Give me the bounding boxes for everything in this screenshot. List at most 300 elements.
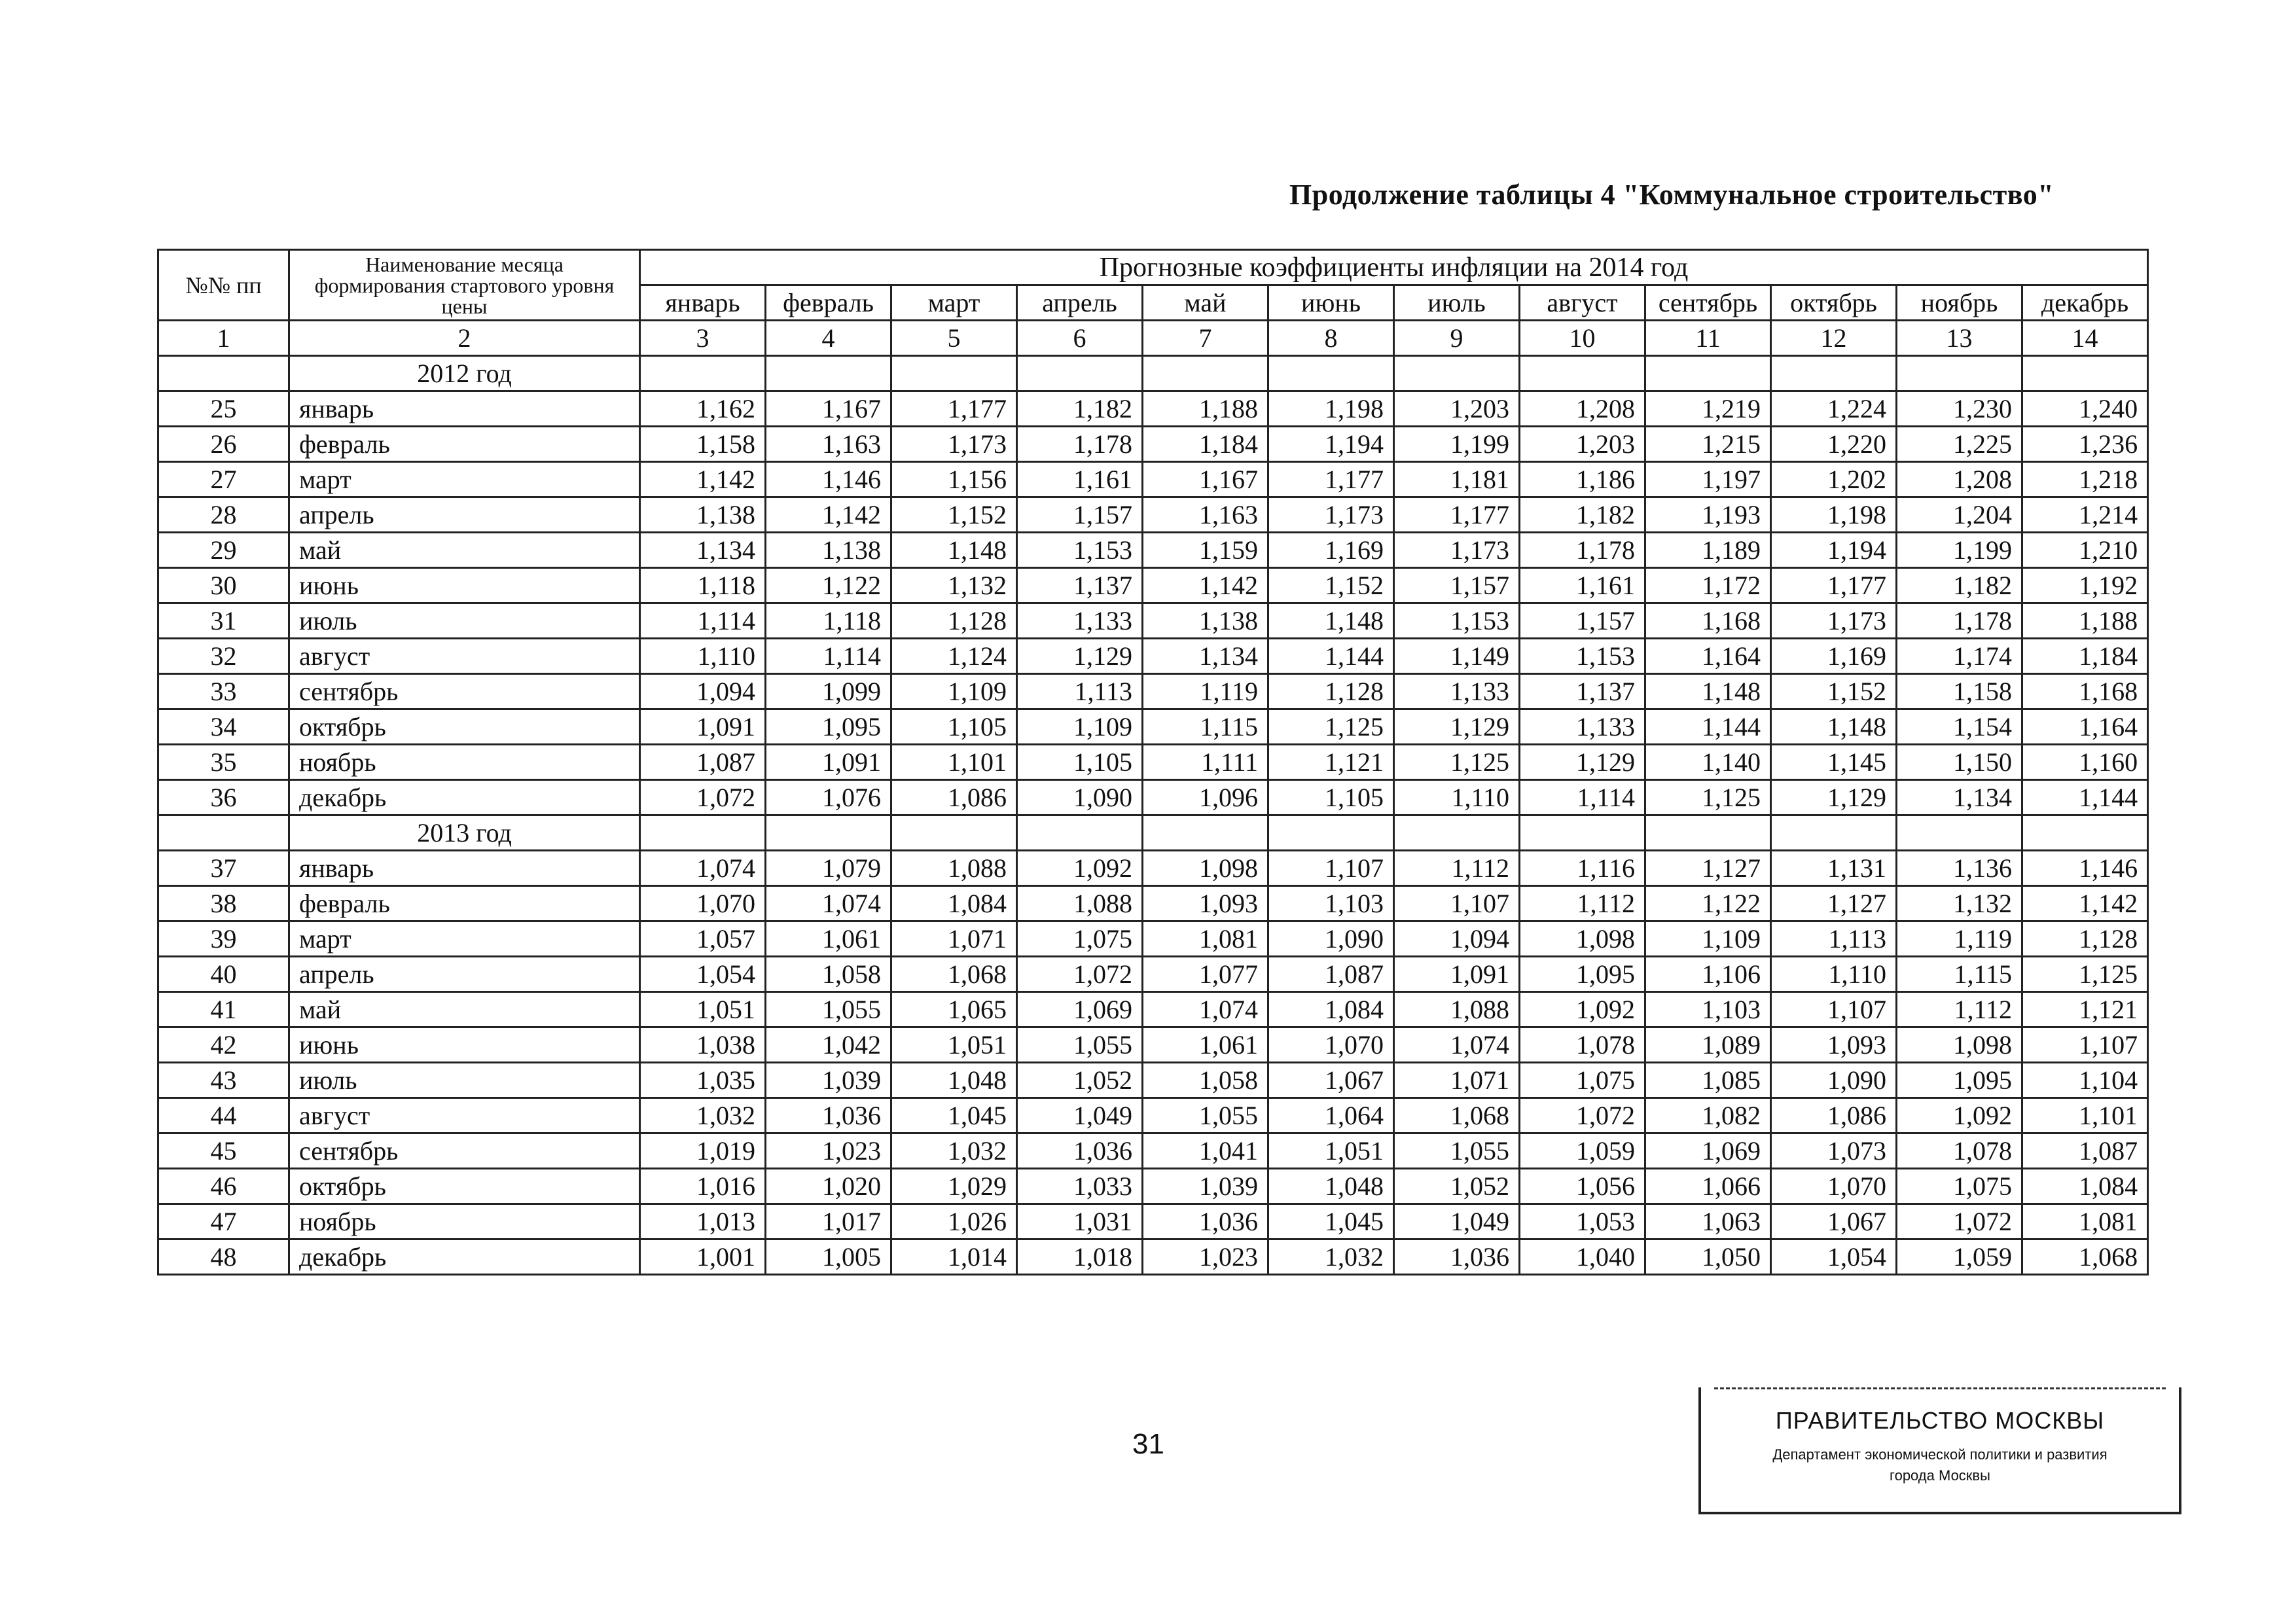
coefficient-value: 1,087	[640, 745, 766, 780]
stamp-line-1: ПРАВИТЕЛЬСТВО МОСКВЫ	[1775, 1407, 2105, 1434]
coefficient-value: 1,088	[1394, 992, 1520, 1027]
coefficient-value: 1,036	[1017, 1133, 1143, 1169]
coefficient-value: 1,236	[2022, 427, 2148, 462]
coefficient-value: 1,127	[1645, 851, 1771, 886]
coefficient-value: 1,122	[766, 568, 891, 603]
header-month-10: октябрь	[1771, 285, 1897, 321]
coefficient-value: 1,203	[1394, 391, 1520, 427]
coefficient-value: 1,161	[1017, 462, 1143, 497]
coefficient-value: 1,081	[1143, 921, 1268, 957]
coefficient-value: 1,178	[1520, 533, 1645, 568]
coefficient-value: 1,071	[891, 921, 1017, 957]
coefficient-value: 1,134	[1143, 639, 1268, 674]
coefficient-value: 1,167	[766, 391, 891, 427]
table-row	[158, 1169, 2148, 1204]
row-number: 42	[158, 1027, 289, 1063]
coefficient-value: 1,067	[1268, 1063, 1394, 1098]
row-number: 27	[158, 462, 289, 497]
coefficient-value: 1,163	[766, 427, 891, 462]
coefficient-value: 1,092	[1520, 992, 1645, 1027]
table-row	[158, 1027, 2148, 1063]
empty-cell	[766, 356, 891, 391]
coefficient-value: 1,089	[1645, 1027, 1771, 1063]
coefficient-value: 1,140	[1645, 745, 1771, 780]
coefficient-value: 1,148	[1645, 674, 1771, 709]
column-number-cell: 2	[289, 321, 640, 356]
coefficient-value: 1,184	[1143, 427, 1268, 462]
coefficient-value: 1,072	[640, 780, 766, 815]
coefficient-value: 1,072	[1017, 957, 1143, 992]
coefficient-value: 1,132	[891, 568, 1017, 603]
coefficient-value: 1,068	[2022, 1240, 2148, 1275]
coefficient-value: 1,033	[1017, 1169, 1143, 1204]
coefficient-value: 1,090	[1017, 780, 1143, 815]
row-month-name: декабрь	[289, 780, 640, 815]
coefficient-value: 1,137	[1520, 674, 1645, 709]
coefficient-value: 1,121	[2022, 992, 2148, 1027]
coefficient-value: 1,112	[1394, 851, 1520, 886]
column-number-cell: 3	[640, 321, 766, 356]
row-month-name: сентябрь	[289, 1133, 640, 1169]
year-label: 2013 год	[289, 815, 640, 851]
coefficient-value: 1,164	[1645, 639, 1771, 674]
table-row	[158, 1240, 2148, 1275]
header-month-1: январь	[640, 285, 766, 321]
coefficient-value: 1,098	[1143, 851, 1268, 886]
coefficient-value: 1,084	[2022, 1169, 2148, 1204]
coefficient-value: 1,152	[1268, 568, 1394, 603]
coefficient-value: 1,041	[1143, 1133, 1268, 1169]
coefficient-value: 1,148	[891, 533, 1017, 568]
coefficient-value: 1,119	[1897, 921, 2022, 957]
coefficient-value: 1,107	[1268, 851, 1394, 886]
coefficient-value: 1,125	[1394, 745, 1520, 780]
coefficient-value: 1,059	[1897, 1240, 2022, 1275]
row-month-name: январь	[289, 391, 640, 427]
row-month-name: май	[289, 992, 640, 1027]
coefficient-value: 1,036	[1143, 1204, 1268, 1240]
coefficient-value: 1,063	[1645, 1204, 1771, 1240]
column-number-cell: 14	[2022, 321, 2148, 356]
row-number: 48	[158, 1240, 289, 1275]
coefficient-value: 1,184	[2022, 639, 2148, 674]
page-title: Продолжение таблицы 4 "Коммунальное строительство"	[1289, 179, 2054, 211]
coefficient-value: 1,144	[2022, 780, 2148, 815]
table-row	[158, 851, 2148, 886]
coefficient-value: 1,084	[891, 886, 1017, 921]
coefficient-value: 1,078	[1897, 1133, 2022, 1169]
coefficient-value: 1,013	[640, 1204, 766, 1240]
coefficient-value: 1,167	[1143, 462, 1268, 497]
coefficient-value: 1,091	[766, 745, 891, 780]
coefficient-value: 1,005	[766, 1240, 891, 1275]
empty-cell	[1520, 815, 1645, 851]
coefficient-value: 1,105	[1017, 745, 1143, 780]
coefficient-value: 1,074	[1394, 1027, 1520, 1063]
coefficient-value: 1,036	[766, 1098, 891, 1133]
empty-cell	[1268, 356, 1394, 391]
column-number-cell: 9	[1394, 321, 1520, 356]
row-number: 29	[158, 533, 289, 568]
empty-cell	[2022, 815, 2148, 851]
coefficient-value: 1,052	[1394, 1169, 1520, 1204]
coefficient-value: 1,040	[1520, 1240, 1645, 1275]
coefficient-value: 1,019	[640, 1133, 766, 1169]
coefficient-value: 1,149	[1394, 639, 1520, 674]
coefficient-value: 1,103	[1645, 992, 1771, 1027]
row-month-name: март	[289, 921, 640, 957]
row-month-name: январь	[289, 851, 640, 886]
column-number-cell: 4	[766, 321, 891, 356]
coefficient-value: 1,122	[1645, 886, 1771, 921]
coefficient-value: 1,181	[1394, 462, 1520, 497]
row-number: 28	[158, 497, 289, 533]
row-number: 45	[158, 1133, 289, 1169]
coefficient-value: 1,031	[1017, 1204, 1143, 1240]
coefficient-value: 1,058	[1143, 1063, 1268, 1098]
coefficient-value: 1,198	[1771, 497, 1897, 533]
coefficient-value: 1,177	[1771, 568, 1897, 603]
row-month-name: июнь	[289, 568, 640, 603]
table-row	[158, 603, 2148, 639]
coefficient-value: 1,105	[1268, 780, 1394, 815]
coefficient-value: 1,105	[891, 709, 1017, 745]
coefficient-value: 1,112	[1897, 992, 2022, 1027]
coefficient-value: 1,074	[1143, 992, 1268, 1027]
row-number: 31	[158, 603, 289, 639]
coefficient-value: 1,055	[1143, 1098, 1268, 1133]
coefficient-value: 1,174	[1897, 639, 2022, 674]
coefficient-value: 1,029	[891, 1169, 1017, 1204]
header-number-column: №№ пп	[158, 250, 289, 321]
coefficient-value: 1,073	[1771, 1133, 1897, 1169]
coefficient-value: 1,057	[640, 921, 766, 957]
coefficient-value: 1,158	[1897, 674, 2022, 709]
coefficient-value: 1,197	[1645, 462, 1771, 497]
row-number: 41	[158, 992, 289, 1027]
coefficient-value: 1,110	[640, 639, 766, 674]
empty-cell	[1645, 356, 1771, 391]
table-row	[158, 957, 2148, 992]
coefficient-value: 1,150	[1897, 745, 2022, 780]
coefficient-value: 1,163	[1143, 497, 1268, 533]
coefficient-value: 1,152	[1771, 674, 1897, 709]
row-number: 33	[158, 674, 289, 709]
coefficient-value: 1,118	[640, 568, 766, 603]
row-month-name: ноябрь	[289, 745, 640, 780]
row-month-name: июль	[289, 603, 640, 639]
coefficient-value: 1,107	[2022, 1027, 2148, 1063]
coefficient-value: 1,192	[2022, 568, 2148, 603]
coefficient-value: 1,129	[1520, 745, 1645, 780]
header-month-7: июль	[1394, 285, 1520, 321]
coefficient-value: 1,142	[2022, 886, 2148, 921]
empty-cell	[1520, 356, 1645, 391]
year-label: 2012 год	[289, 356, 640, 391]
coefficient-value: 1,129	[1771, 780, 1897, 815]
coefficient-value: 1,134	[1897, 780, 2022, 815]
coefficient-value: 1,111	[1143, 745, 1268, 780]
coefficient-value: 1,018	[1017, 1240, 1143, 1275]
coefficient-value: 1,051	[640, 992, 766, 1027]
column-number-cell: 12	[1771, 321, 1897, 356]
coefficient-value: 1,107	[1394, 886, 1520, 921]
coefficient-value: 1,058	[766, 957, 891, 992]
coefficient-value: 1,074	[640, 851, 766, 886]
coefficient-value: 1,125	[1645, 780, 1771, 815]
coefficient-value: 1,109	[891, 674, 1017, 709]
column-number-cell: 1	[158, 321, 289, 356]
coefficient-value: 1,098	[1897, 1027, 2022, 1063]
coefficient-value: 1,092	[1897, 1098, 2022, 1133]
coefficient-value: 1,087	[1268, 957, 1394, 992]
row-number: 40	[158, 957, 289, 992]
row-number: 35	[158, 745, 289, 780]
coefficient-value: 1,032	[640, 1098, 766, 1133]
table-row	[158, 921, 2148, 957]
empty-cell	[1017, 815, 1143, 851]
empty-cell	[1394, 356, 1520, 391]
coefficient-value: 1,133	[1520, 709, 1645, 745]
coefficient-value: 1,109	[1645, 921, 1771, 957]
table-row	[158, 497, 2148, 533]
coefficient-value: 1,198	[1268, 391, 1394, 427]
header-month-9: сентябрь	[1645, 285, 1771, 321]
coefficient-value: 1,055	[766, 992, 891, 1027]
row-month-name: октябрь	[289, 709, 640, 745]
coefficient-value: 1,152	[891, 497, 1017, 533]
coefficient-value: 1,124	[891, 639, 1017, 674]
coefficient-value: 1,169	[1771, 639, 1897, 674]
empty-cell	[1897, 356, 2022, 391]
table-row	[158, 391, 2148, 427]
coefficient-value: 1,064	[1268, 1098, 1394, 1133]
header-month-5: май	[1143, 285, 1268, 321]
empty-cell	[1017, 356, 1143, 391]
stamp-dashed-border	[1714, 1387, 2166, 1389]
empty-cell	[1143, 815, 1268, 851]
coefficient-value: 1,014	[891, 1240, 1017, 1275]
coefficient-value: 1,204	[1897, 497, 2022, 533]
row-number: 26	[158, 427, 289, 462]
inflation-coefficients-table	[157, 249, 2149, 1275]
coefficient-value: 1,125	[2022, 957, 2148, 992]
coefficient-value: 1,035	[640, 1063, 766, 1098]
header-month-6: июнь	[1268, 285, 1394, 321]
coefficient-value: 1,032	[1268, 1240, 1394, 1275]
table-row	[158, 992, 2148, 1027]
coefficient-value: 1,091	[1394, 957, 1520, 992]
coefficient-value: 1,157	[1017, 497, 1143, 533]
coefficient-value: 1,113	[1771, 921, 1897, 957]
government-stamp	[1698, 1387, 2181, 1514]
coefficient-value: 1,160	[2022, 745, 2148, 780]
table-row	[158, 427, 2148, 462]
coefficient-value: 1,068	[891, 957, 1017, 992]
coefficient-value: 1,056	[1520, 1169, 1645, 1204]
coefficient-value: 1,054	[1771, 1240, 1897, 1275]
stamp-line-3: города Москвы	[1890, 1467, 1990, 1484]
table-row	[158, 780, 2148, 815]
coefficient-value: 1,114	[1520, 780, 1645, 815]
coefficient-value: 1,173	[1771, 603, 1897, 639]
coefficient-value: 1,224	[1771, 391, 1897, 427]
row-month-name: апрель	[289, 957, 640, 992]
coefficient-value: 1,048	[891, 1063, 1017, 1098]
coefficient-value: 1,088	[891, 851, 1017, 886]
coefficient-value: 1,153	[1394, 603, 1520, 639]
coefficient-value: 1,082	[1645, 1098, 1771, 1133]
coefficient-value: 1,017	[766, 1204, 891, 1240]
coefficient-value: 1,066	[1645, 1169, 1771, 1204]
row-number: 44	[158, 1098, 289, 1133]
row-month-name: июнь	[289, 1027, 640, 1063]
stamp-line-2: Департамент экономической политики и развития	[1772, 1446, 2108, 1463]
coefficient-value: 1,142	[766, 497, 891, 533]
coefficient-value: 1,091	[640, 709, 766, 745]
coefficient-value: 1,001	[640, 1240, 766, 1275]
coefficient-value: 1,116	[1520, 851, 1645, 886]
coefficient-value: 1,099	[766, 674, 891, 709]
coefficient-value: 1,059	[1520, 1133, 1645, 1169]
row-month-name: май	[289, 533, 640, 568]
coefficient-value: 1,153	[1017, 533, 1143, 568]
coefficient-value: 1,182	[1897, 568, 2022, 603]
coefficient-value: 1,177	[1268, 462, 1394, 497]
coefficient-value: 1,186	[1520, 462, 1645, 497]
header-month-12: декабрь	[2022, 285, 2148, 321]
coefficient-value: 1,023	[1143, 1240, 1268, 1275]
coefficient-value: 1,146	[766, 462, 891, 497]
coefficient-value: 1,103	[1268, 886, 1394, 921]
coefficient-value: 1,039	[1143, 1169, 1268, 1204]
empty-cell	[766, 815, 891, 851]
coefficient-value: 1,154	[1897, 709, 2022, 745]
coefficient-value: 1,202	[1771, 462, 1897, 497]
coefficient-value: 1,114	[640, 603, 766, 639]
coefficient-value: 1,146	[2022, 851, 2148, 886]
row-number: 34	[158, 709, 289, 745]
coefficient-value: 1,094	[640, 674, 766, 709]
table-row	[158, 568, 2148, 603]
coefficient-value: 1,230	[1897, 391, 2022, 427]
coefficient-value: 1,169	[1268, 533, 1394, 568]
coefficient-value: 1,138	[640, 497, 766, 533]
coefficient-value: 1,071	[1394, 1063, 1520, 1098]
coefficient-value: 1,138	[766, 533, 891, 568]
coefficient-value: 1,114	[766, 639, 891, 674]
coefficient-value: 1,215	[1645, 427, 1771, 462]
empty-cell	[640, 356, 766, 391]
empty-cell	[1771, 815, 1897, 851]
header-month-4: апрель	[1017, 285, 1143, 321]
coefficient-value: 1,049	[1017, 1098, 1143, 1133]
coefficient-value: 1,128	[891, 603, 1017, 639]
coefficient-value: 1,178	[1897, 603, 2022, 639]
coefficient-value: 1,020	[766, 1169, 891, 1204]
coefficient-value: 1,039	[766, 1063, 891, 1098]
coefficient-value: 1,112	[1520, 886, 1645, 921]
coefficient-value: 1,054	[640, 957, 766, 992]
coefficient-value: 1,148	[1268, 603, 1394, 639]
coefficient-value: 1,032	[891, 1133, 1017, 1169]
coefficient-value: 1,199	[1394, 427, 1520, 462]
empty-cell	[1268, 815, 1394, 851]
coefficient-value: 1,090	[1268, 921, 1394, 957]
coefficient-value: 1,072	[1897, 1204, 2022, 1240]
row-number: 32	[158, 639, 289, 674]
coefficient-value: 1,090	[1771, 1063, 1897, 1098]
empty-cell	[158, 356, 289, 391]
coefficient-value: 1,076	[766, 780, 891, 815]
coefficient-value: 1,199	[1897, 533, 2022, 568]
year-section-row	[158, 815, 2148, 851]
year-section-row	[158, 356, 2148, 391]
row-month-name: август	[289, 639, 640, 674]
coefficient-value: 1,164	[2022, 709, 2148, 745]
coefficient-value: 1,240	[2022, 391, 2148, 427]
coefficient-value: 1,148	[1771, 709, 1897, 745]
coefficient-value: 1,072	[1520, 1098, 1645, 1133]
coefficient-value: 1,075	[1017, 921, 1143, 957]
empty-cell	[1645, 815, 1771, 851]
coefficient-value: 1,129	[1017, 639, 1143, 674]
coefficient-value: 1,144	[1645, 709, 1771, 745]
row-month-name: март	[289, 462, 640, 497]
row-month-name: сентябрь	[289, 674, 640, 709]
table-row	[158, 1204, 2148, 1240]
empty-cell	[1394, 815, 1520, 851]
table-row	[158, 886, 2148, 921]
coefficient-value: 1,142	[640, 462, 766, 497]
row-number: 43	[158, 1063, 289, 1098]
empty-cell	[1897, 815, 2022, 851]
coefficient-value: 1,075	[1520, 1063, 1645, 1098]
coefficient-value: 1,055	[1394, 1133, 1520, 1169]
coefficient-value: 1,132	[1897, 886, 2022, 921]
row-number: 39	[158, 921, 289, 957]
row-number: 47	[158, 1204, 289, 1240]
coefficient-value: 1,036	[1394, 1240, 1520, 1275]
empty-cell	[1771, 356, 1897, 391]
coefficient-value: 1,119	[1143, 674, 1268, 709]
coefficient-value: 1,084	[1268, 992, 1394, 1027]
coefficient-value: 1,162	[640, 391, 766, 427]
coefficient-value: 1,188	[1143, 391, 1268, 427]
coefficient-value: 1,156	[891, 462, 1017, 497]
coefficient-value: 1,093	[1771, 1027, 1897, 1063]
table-row	[158, 1098, 2148, 1133]
coefficient-value: 1,138	[1143, 603, 1268, 639]
coefficient-value: 1,075	[1897, 1169, 2022, 1204]
coefficient-value: 1,214	[2022, 497, 2148, 533]
table-row	[158, 533, 2148, 568]
coefficient-value: 1,052	[1017, 1063, 1143, 1098]
coefficient-value: 1,125	[1268, 709, 1394, 745]
coefficient-value: 1,136	[1897, 851, 2022, 886]
coefficient-value: 1,218	[2022, 462, 2148, 497]
row-month-name: август	[289, 1098, 640, 1133]
column-numbers-row	[158, 321, 2148, 356]
coefficient-value: 1,070	[640, 886, 766, 921]
coefficient-value: 1,178	[1017, 427, 1143, 462]
coefficient-value: 1,070	[1771, 1169, 1897, 1204]
column-number-cell: 10	[1520, 321, 1645, 356]
coefficient-value: 1,208	[1897, 462, 2022, 497]
coefficient-value: 1,087	[2022, 1133, 2148, 1169]
table-row	[158, 709, 2148, 745]
coefficient-value: 1,127	[1771, 886, 1897, 921]
